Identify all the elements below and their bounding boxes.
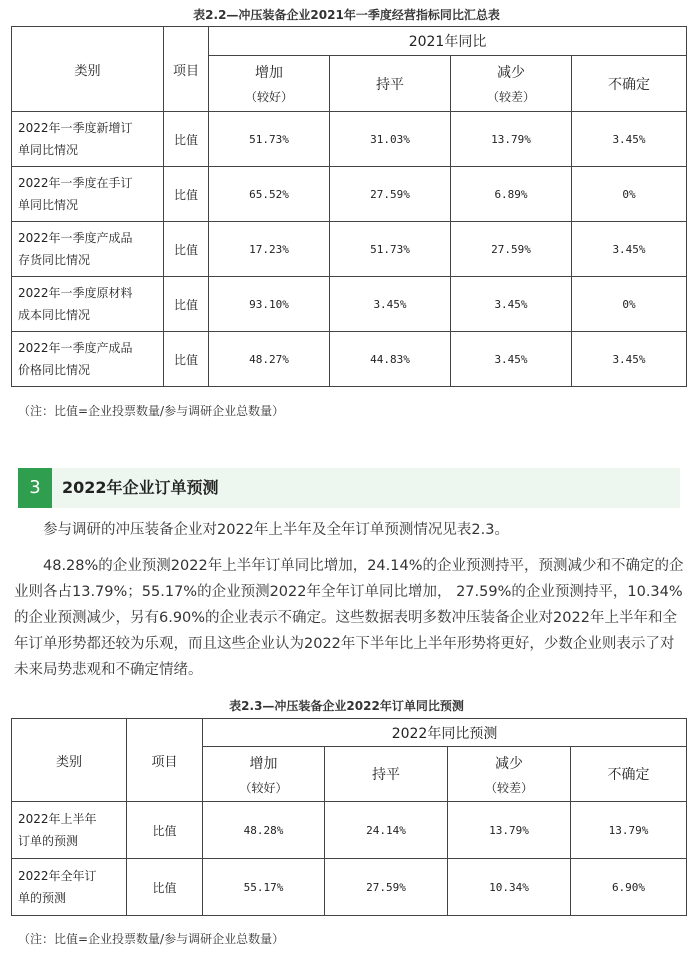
row-category: [12, 167, 164, 222]
table1-caption: 表2.2—冲压装备企业2021年一季度经营指标同比汇总表: [193, 8, 500, 22]
table2-header-decrease-label: 减少: [495, 755, 523, 772]
row-category-line1: 2022年一季度产成品: [18, 341, 133, 355]
table-row: [12, 112, 687, 167]
table1-header-decrease-note: （较差）: [486, 90, 535, 104]
row-category-line1: 2022年全年订: [18, 869, 97, 883]
row-item: 比值: [127, 802, 203, 859]
row-uncertain: 3.45%: [572, 332, 687, 387]
row-increase: 65.52%: [209, 167, 330, 222]
section-header: [18, 468, 680, 508]
section-title: 2022年企业订单预测: [62, 478, 219, 497]
table2-caption: 表2.3—冲压装备企业2022年订单同比预测: [229, 699, 464, 713]
table2-header-increase-note: （较好）: [239, 780, 288, 795]
row-item: 比值: [164, 222, 209, 277]
table1-header-category: 类别: [12, 27, 164, 112]
row-decrease: 10.34%: [448, 859, 571, 916]
table2-header-decrease-note: （较差）: [484, 780, 533, 795]
row-decrease: 13.79%: [448, 802, 571, 859]
row-item: 比值: [164, 167, 209, 222]
table2: [11, 718, 687, 916]
row-category-line2: 单同比情况: [18, 143, 79, 157]
table1-header-decrease: [451, 56, 572, 112]
row-increase: 48.27%: [209, 332, 330, 387]
table-row: [12, 277, 687, 332]
table2-header-flat: 持平: [325, 747, 448, 802]
row-item: 比值: [164, 277, 209, 332]
table-row: [12, 859, 687, 916]
row-decrease: 3.45%: [451, 277, 572, 332]
table2-header-row-1: [12, 719, 687, 747]
table1-header-flat: 持平: [330, 56, 451, 112]
row-category: [12, 332, 164, 387]
row-category-line2: 单同比情况: [18, 198, 79, 212]
table1-header-row-1: [12, 27, 687, 56]
table1-header-increase-label: 增加: [255, 65, 283, 81]
table2-header-category: 类别: [12, 719, 127, 802]
table1-header-increase: [209, 56, 330, 112]
row-decrease: 27.59%: [451, 222, 572, 277]
table2-header-uncertain: 不确定: [571, 747, 687, 802]
row-category-line2: 价格同比情况: [18, 363, 91, 377]
row-flat: 31.03%: [330, 112, 451, 167]
row-uncertain: 3.45%: [572, 112, 687, 167]
paragraph-intro: 参与调研的冲压装备企业对2022年上半年及全年订单预测情况见表2.3。: [43, 522, 509, 538]
row-category-line2: 成本同比情况: [18, 308, 91, 322]
table2-header-increase: [203, 747, 325, 802]
table-row: [12, 332, 687, 387]
row-category-line1: 2022年一季度产成品: [18, 231, 133, 245]
row-category-line1: 2022年上半年: [18, 812, 97, 826]
row-category: [12, 277, 164, 332]
row-item: 比值: [164, 332, 209, 387]
row-flat: 24.14%: [325, 802, 448, 859]
row-item: 比值: [164, 112, 209, 167]
row-uncertain: 3.45%: [572, 222, 687, 277]
table-row: [12, 222, 687, 277]
row-increase: 51.73%: [209, 112, 330, 167]
table2-header-group: 2022年同比预测: [203, 719, 687, 747]
row-increase: 48.28%: [203, 802, 325, 859]
row-item: 比值: [127, 859, 203, 916]
row-category-line2: 订单的预测: [18, 834, 79, 848]
row-decrease: 13.79%: [451, 112, 572, 167]
table-row: [12, 167, 687, 222]
row-flat: 27.59%: [325, 859, 448, 916]
row-increase: 17.23%: [209, 222, 330, 277]
table2-note: （注：比值=企业投票数量/参与调研企业总数量）: [18, 932, 285, 946]
row-uncertain: 0%: [572, 277, 687, 332]
table2-header-item: 项目: [127, 719, 203, 802]
table1-note: （注：比值=企业投票数量/参与调研企业总数量）: [18, 404, 285, 418]
row-category: [12, 222, 164, 277]
row-category-line2: 单的预测: [18, 891, 67, 905]
row-increase: 55.17%: [203, 859, 325, 916]
row-increase: 93.10%: [209, 277, 330, 332]
row-category-line1: 2022年一季度新增订: [18, 121, 133, 135]
row-flat: 44.83%: [330, 332, 451, 387]
paragraph-analysis: 48.28%的企业预测2022年上半年订单同比增加，24.14%的企业预测持平，预测减少和不确定的企业则各占13.79%；55.17%的企业预测2022年全年订单同比增加， 27.59%的企业预测持平，10.34%的企业预测减少，另有6.90%的企业表示不确定。这些数据表明多数冲压装备企业对2022年上半年和全年订单形势都还较为乐观，而且这些企业认为2022年下半年比上半年形势将更好，少数企业则表示了对未来局势悲观和不确定情绪。: [14, 558, 684, 678]
table1-header-increase-note: （较好）: [244, 90, 293, 104]
table1-header-uncertain: 不确定: [572, 56, 687, 112]
table1-header-group: 2021年同比: [209, 27, 687, 56]
row-category: [12, 859, 127, 916]
row-flat: 27.59%: [330, 167, 451, 222]
row-category-line2: 存货同比情况: [18, 253, 91, 267]
table2-header-increase-label: 增加: [249, 755, 278, 772]
row-category-line1: 2022年一季度原材料: [18, 286, 133, 300]
row-decrease: 6.89%: [451, 167, 572, 222]
row-uncertain: 13.79%: [571, 802, 687, 859]
section-number-badge: 3: [18, 468, 52, 508]
row-category-line1: 2022年一季度在手订: [18, 176, 133, 190]
row-uncertain: 0%: [572, 167, 687, 222]
table2-header-decrease: [448, 747, 571, 802]
table1-header-item: 项目: [164, 27, 209, 112]
row-category: [12, 112, 164, 167]
table1: [11, 26, 687, 387]
table-row: [12, 802, 687, 859]
row-decrease: 3.45%: [451, 332, 572, 387]
row-flat: 3.45%: [330, 277, 451, 332]
row-category: [12, 802, 127, 859]
row-flat: 51.73%: [330, 222, 451, 277]
table1-header-decrease-label: 减少: [497, 65, 525, 81]
row-uncertain: 6.90%: [571, 859, 687, 916]
